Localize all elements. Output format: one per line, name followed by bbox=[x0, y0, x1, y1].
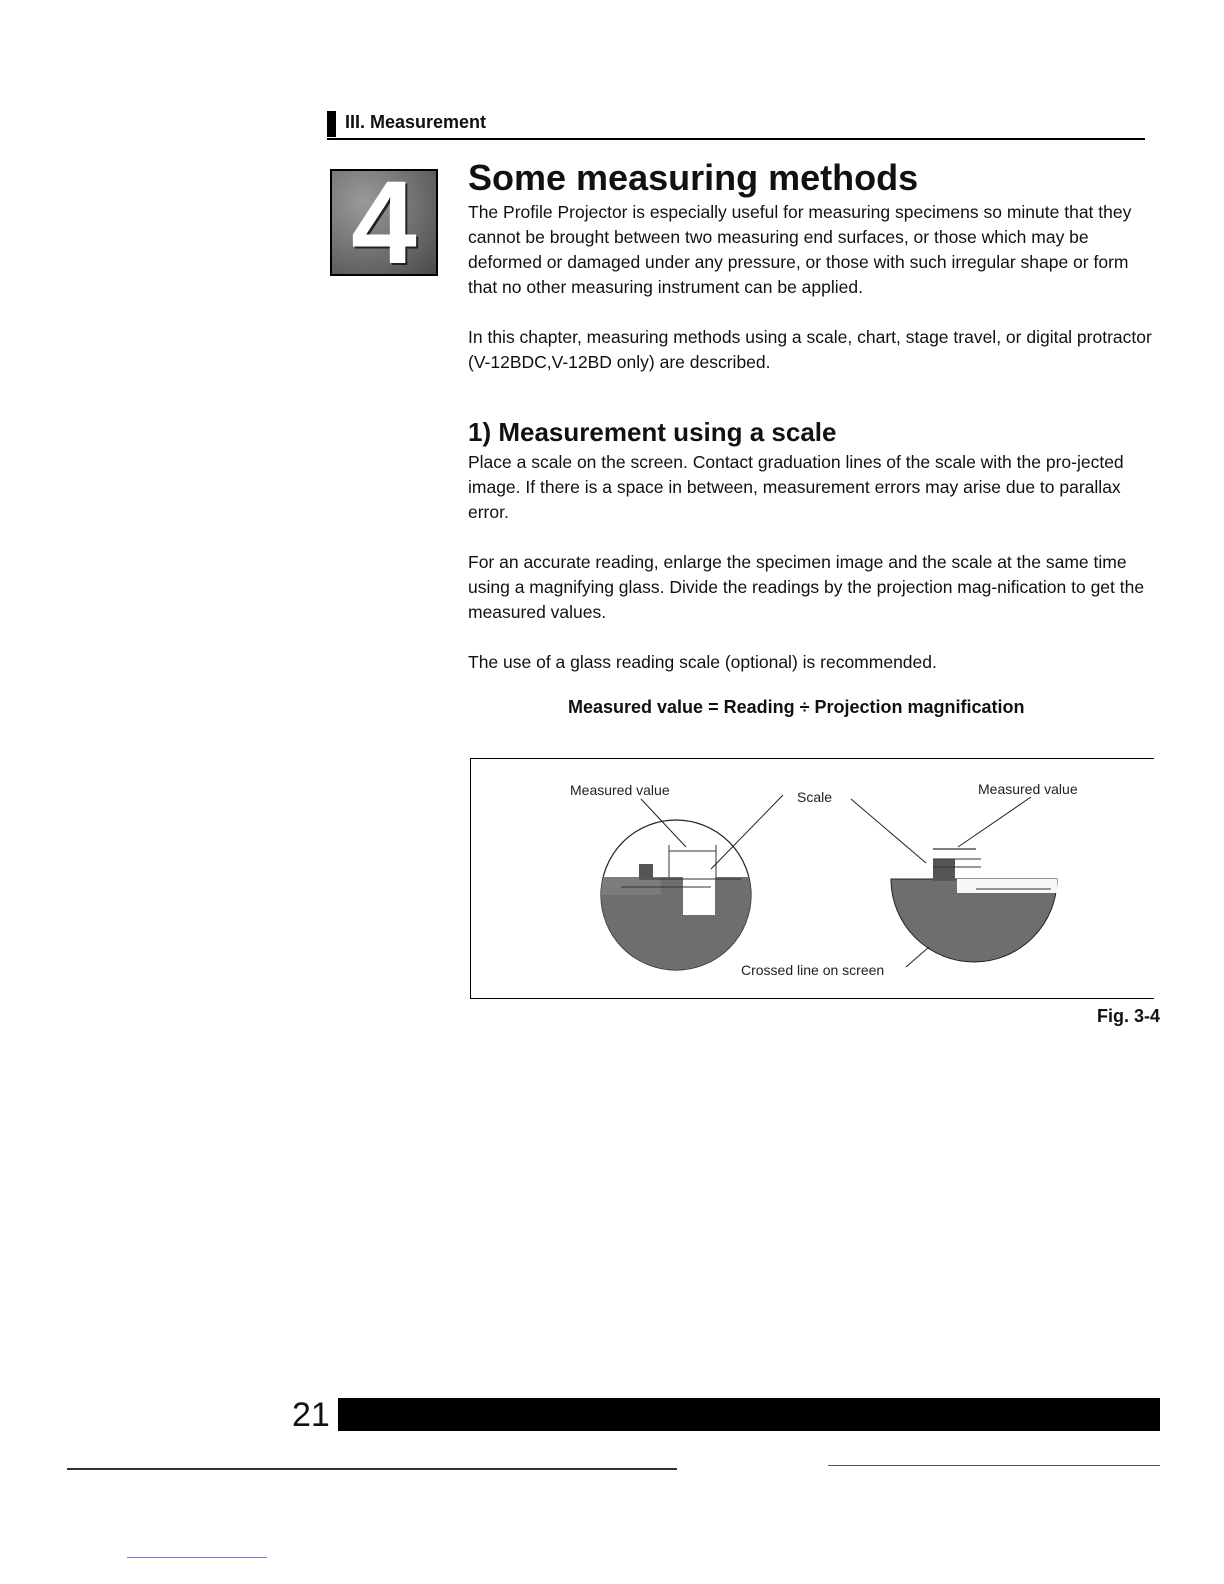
footer-rule bbox=[127, 1557, 267, 1558]
scale-diagram bbox=[471, 759, 1155, 1000]
page-title: Some measuring methods bbox=[468, 157, 919, 198]
chapter-number: 4 bbox=[351, 169, 417, 276]
chapter-number-box bbox=[330, 169, 438, 276]
label-measured-value-left: Measured value bbox=[570, 782, 670, 798]
footer-rule bbox=[67, 1468, 677, 1470]
label-crossed-line: Crossed line on screen bbox=[741, 962, 885, 978]
intro-paragraph-1: The Profile Projector is especially useful for measuring specimens so minute that they cannot be brought between two measuring end surfaces, or those which may be deformed or damaged under any pressure, or those with such irregular shape or form that no other measuring instrument can be applied. bbox=[468, 202, 1132, 297]
figure-3-4 bbox=[470, 758, 1154, 999]
section-heading: 1) Measurement using a scale bbox=[468, 417, 837, 447]
label-scale: Scale bbox=[797, 789, 833, 805]
section-label: III. Measurement bbox=[345, 112, 487, 132]
header-marker bbox=[327, 111, 336, 137]
section-paragraph-2: For an accurate reading, enlarge the specimen image and the scale at the same time using a magnifying glass. Divide the readings by the projection mag-nification to get the measured values. bbox=[468, 552, 1145, 622]
left-screen-view bbox=[596, 820, 756, 977]
formula: Measured value = Reading ÷ Projection magnification bbox=[568, 697, 1025, 717]
figure-caption: Fig. 3-4 bbox=[1097, 1006, 1161, 1026]
right-screen-view bbox=[891, 849, 1057, 962]
header-rule bbox=[327, 138, 1145, 140]
page-number: 21 bbox=[292, 1396, 330, 1434]
label-measured-value-right: Measured value bbox=[978, 781, 1078, 797]
footer-rule bbox=[828, 1465, 1160, 1466]
footer-bar bbox=[338, 1398, 1160, 1431]
section-paragraph-3: The use of a glass reading scale (optional) is recommended. bbox=[468, 652, 937, 672]
intro-paragraph-2: In this chapter, measuring methods using a scale, chart, stage travel, or digital protractor (V-12BDC,V-12BD only) are described. bbox=[468, 327, 1152, 372]
section-paragraph-1: Place a scale on the screen. Contact graduation lines of the scale with the pro-jected image. If there is a space in between, measurement errors may arise due to parallax error. bbox=[468, 452, 1124, 522]
